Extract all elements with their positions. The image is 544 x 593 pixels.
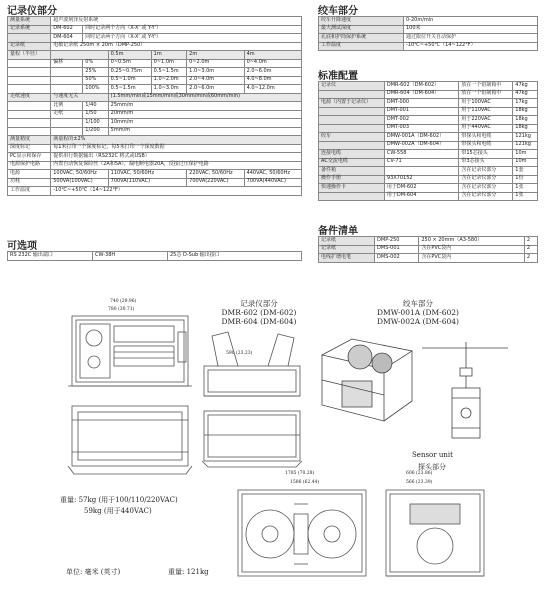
dimension-label: 1785 (70.28) [285,471,315,476]
table-row: 25% 0.25~0.75m 0.5~1.5m 1.0~3.0m 2.0~6.0m [8,68,302,77]
winch-drawing-title: 绞车部分 [403,299,433,308]
dimension-label: 780 (30.71) [108,307,135,312]
recorder-weight-b: 59kg (用于440VAC) [84,507,152,515]
table-row: 比例 1/40 25mm/m [8,102,302,111]
table-row: 绞车升降速度 0-20m/min [319,17,538,26]
table-row: 记录纸 DMS-001 含在PVC袋内 2 [319,245,538,254]
table-row: 孔底和护筒保护系统 通过限位开关自动保护 [319,34,538,43]
table-row: 记录系统 DM-602 回时记录两个方向（X-X' 或 Y-Y'） [8,25,302,34]
table-row: 连接电缆 CW-558 带15芯接头 10m [319,150,538,159]
table-row: DMT-001 用于110VAC 18kg [319,107,538,116]
section-title-parts: 备件清单 [318,226,358,237]
table-row: 电源 100VAC, 50/60Hz 110VAC, 50/60Hz 220VAC, 50/60Hz 440VAC, 50/60Hz [8,170,302,179]
recorder-drawing-title: 记录仪部分 [240,299,278,308]
winch-spec-table [318,16,538,51]
recorder-closed-drawing [198,405,308,470]
options-table [7,251,302,261]
table-row: 绞车 DMW-001A（DM-602） 带探头和电缆 121kg [319,133,538,142]
table-row: 记录纸 电敏记录纸 250m × 20m（DMP-250） [8,42,302,51]
table-row: DMT-003 用于440VAC 18kg [319,124,538,133]
dimension-label: 1586 (62.44) [290,480,320,485]
winch-perspective-drawing [312,325,422,435]
recorder-spec-table [7,16,302,196]
table-row: DM-604 回时记录两个方向（X-X' 或 Y-Y'） [8,34,302,43]
table-row: 走纸速度 与速度无关 (1.5mm/min或15mm/min或30mm/min或60mm/min) [8,93,302,102]
dimension-label: 606 (23.86) [406,471,433,476]
table-row: 备件箱 含在记录仪部分 1套 [319,167,538,176]
table-row: PC显示和保存 提供串行数据输出（RS232C 格式或USB） [8,153,302,162]
table-row: 1/200 5mm/m [8,127,302,136]
winch-side-drawing [380,484,490,584]
table-row: 电源保护电路 内置自动恢复保险丝（2A和5A），漏电断电器20A，反接过压保护电路 [8,161,302,170]
winch-model-001a: DMW-001A (DM-602) [377,308,459,317]
table-row: 记录纸 DMP-250 250 × 20mm（A3-580） 2 [319,237,538,246]
recorder-front-drawing [66,312,196,392]
winch-weight: 重量: 121kg [168,568,209,576]
standard-config-table [318,81,538,201]
probe-label: 探头部分 [418,463,446,471]
table-row: 工作温度 -10℃~+50℃（14~122°F） [319,42,538,51]
table-row: 测量精度 满量程的±2% [8,136,302,145]
table-row: 电源（内置于记录仪） DMT-000 用于100VAC 17kg [319,99,538,108]
table-row: 100% 0.5~1.5m 1.0~3.0m 2.0~6.0m 4.0~12.0m [8,85,302,94]
section-title-options: 可选项 [7,241,37,252]
table-row: DMW-002A（DM-604） 带探头和电缆 121kg [319,141,538,150]
spare-parts-table [318,236,538,263]
recorder-top-drawing [66,400,196,475]
section-title-standard: 标准配置 [318,71,358,82]
table-row: 操作手册 93X70152 含在记录仪部分 1份 [319,175,538,184]
recorder-side-drawing [198,326,308,406]
winch-model-002a: DMW-002A (DM-604) [377,317,459,326]
table-row: 工作温度 -10℃~+50℃（14~122°F） [8,187,302,196]
table-row: 量程（半径） 0.5m 1m 2m 4m [8,51,302,60]
dimension-label: 566 (23.39) [406,480,433,485]
table-row: 深度标记 每1米打印一个深度标记，每5米打印一个深度数据 [8,144,302,153]
winch-arm-drawing [420,338,510,453]
table-row: 1/100 10mm/m [8,119,302,128]
recorder-model-602: DMR-602 (DM-602) [221,308,297,317]
table-row: 走纸 1/50 20mm/m [8,110,302,119]
winch-front-drawing [232,484,372,584]
table-row: 测量系统 超声波刻泽反射系统 [8,17,302,26]
table-row: 功耗 500VA(100VAC) 700VA(110VAC) 700VA(220VAC) 700VA(440VAC) [8,178,302,187]
dimension-label: 590 (23.23) [226,351,253,356]
dimension-label: 740 (29.96) [110,299,137,304]
sensor-unit-label: Sensor unit [412,451,453,459]
recorder-drawing-caption [204,299,314,326]
table-row: 电线扩增电笔 DMS-002 含在PVC袋内 2 [319,254,538,263]
table-row: 快速操作卡 用于DM-602 含在记录仪部分 1张 [319,184,538,193]
table-row: 偏移 0% 0~0.5m 0~1.0m 0~2.0m 0~4.0m [8,59,302,68]
table-row: 记录仪 DMR-602（DM-602） 放在一个铝制箱中 47kg [319,82,538,91]
table-row: AC交流电缆 CV-71 带3芯接头 10m [319,158,538,167]
table-row: DMT-002 用于220VAC 18kg [319,116,538,125]
recorder-model-604: DMR-604 (DM-604) [221,317,297,326]
section-title-winch: 绞车部分 [318,6,358,17]
unit-note: 单位: 毫米 (英寸) [66,568,121,576]
table-row: RS 232C 输出端口 CW-38H 25芯 D-Sub 输出接口 [8,252,302,261]
table-row: 最大测试深度 100米 [319,25,538,34]
table-row: 50% 0.5~1.0m 1.0~2.0m 2.0~4.0m 4.0~8.0m [8,76,302,85]
table-row: DMR-604（DM-604） 放在一个铝制箱中 47kg [319,90,538,99]
section-title-recorder: 记录仪部分 [7,6,57,17]
winch-drawing-caption [358,299,478,326]
recorder-weight-a: 重量: 57kg (用于100/110/220VAC) [60,496,178,504]
table-row: 用于DM-604 含在记录仪部分 1张 [319,192,538,201]
